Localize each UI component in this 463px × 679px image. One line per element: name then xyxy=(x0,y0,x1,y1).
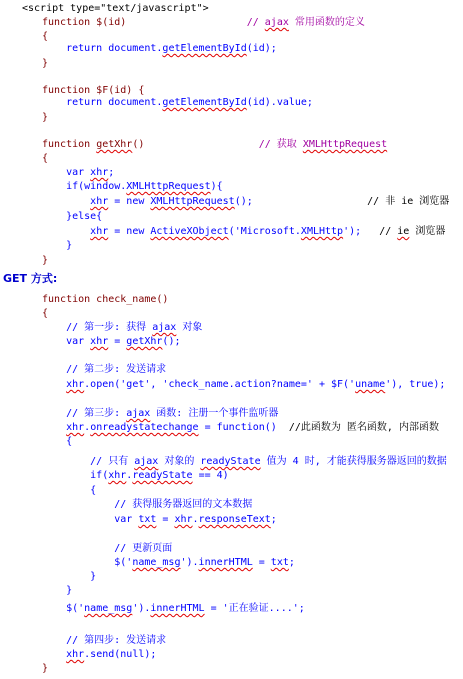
code-token: = xyxy=(252,557,271,568)
spellcheck-word: readyState xyxy=(132,470,193,481)
code-token xyxy=(42,196,90,207)
code-token: 对象的 xyxy=(158,456,201,467)
code-token: var xyxy=(42,336,91,347)
spellcheck-word: getElementById xyxy=(162,43,247,54)
code-token: 方式: xyxy=(27,272,58,285)
code-token: var xyxy=(42,167,91,178)
code-line xyxy=(42,226,445,238)
code-line xyxy=(42,97,313,109)
code-token: () xyxy=(132,139,145,150)
code-line xyxy=(42,322,202,334)
spellcheck-word: name_msg xyxy=(132,557,181,568)
spellcheck-word: xhr xyxy=(90,226,109,237)
code-token: return document. xyxy=(42,43,163,54)
code-line xyxy=(42,31,48,43)
code-line xyxy=(42,308,48,320)
code-token: . xyxy=(192,514,199,525)
code-token: // 获得服务器返回的文本数据 xyxy=(42,499,253,510)
code-token: = '正在验证....'; xyxy=(204,603,305,614)
spellcheck-word: xhr xyxy=(90,196,109,207)
code-token: 浏览器 xyxy=(409,226,446,237)
spellcheck-word: xhr xyxy=(90,336,109,347)
spellcheck-word: xhr xyxy=(66,649,85,660)
code-line xyxy=(42,43,277,55)
code-token: 函数: 注册一个事件监听器 xyxy=(150,408,279,419)
code-token: .open('get', 'check_name.action?name=' + $F(' xyxy=(84,379,356,390)
code-line xyxy=(42,499,252,511)
code-token: <script type="text/javascript"> xyxy=(22,3,209,14)
code-line xyxy=(42,514,277,526)
code-line xyxy=(42,603,305,615)
code-token: 值为 4 时, 才能获得服务器返回的数据 xyxy=(260,456,447,467)
code-token: '); xyxy=(343,226,362,237)
spellcheck-word: xhr xyxy=(66,379,85,390)
spellcheck-word: ajax xyxy=(152,322,177,333)
code-token: . xyxy=(126,470,133,481)
code-line xyxy=(42,167,114,179)
code-line xyxy=(42,649,156,661)
code-token: (id); xyxy=(246,43,277,54)
code-token: // 只有 xyxy=(42,456,135,467)
code-token: if( xyxy=(42,470,109,481)
code-token: } xyxy=(42,255,49,266)
code-token: .send(null); xyxy=(84,649,157,660)
code-line xyxy=(42,336,180,348)
code-token: $(' xyxy=(42,603,85,614)
code-token: ; xyxy=(108,167,115,178)
code-token: { xyxy=(42,31,49,42)
spellcheck-word: name_msg xyxy=(84,603,133,614)
code-line xyxy=(42,153,48,165)
code-line xyxy=(42,58,48,70)
code-token: } xyxy=(42,585,73,596)
code-token: } xyxy=(42,58,49,69)
code-line xyxy=(42,485,96,497)
code-token: ){ xyxy=(210,181,223,192)
code-token: (); xyxy=(162,336,181,347)
code-token: // 第四步: 发送请求 xyxy=(42,635,167,646)
code-token: { xyxy=(42,436,73,447)
spellcheck-word: ajax xyxy=(126,408,151,419)
code-token: 常用函数的定义 xyxy=(288,17,365,28)
code-token: // 非 ie 浏览器 xyxy=(252,196,450,207)
section-heading xyxy=(3,273,57,285)
spellcheck-word: txt xyxy=(270,557,289,568)
spellcheck-word: XMLHttp xyxy=(300,226,344,237)
code-token: var xyxy=(42,514,139,525)
code-token: //此函数为 匿名函数, 内部函数 xyxy=(288,422,439,433)
code-line xyxy=(42,436,72,448)
code-line xyxy=(42,294,168,306)
spellcheck-word: xhr xyxy=(90,167,109,178)
code-token: '). xyxy=(132,603,151,614)
code-line xyxy=(42,543,172,555)
code-token: GET xyxy=(3,272,28,285)
spellcheck-word: ajax xyxy=(134,456,159,467)
code-token: return document. xyxy=(42,97,163,108)
code-line xyxy=(42,139,387,151)
code-token: // xyxy=(361,226,398,237)
code-token: { xyxy=(42,153,49,164)
spellcheck-word: txt xyxy=(138,514,157,525)
code-token xyxy=(42,379,66,390)
code-token: = new xyxy=(108,196,151,207)
code-line xyxy=(42,255,48,267)
code-line xyxy=(42,85,144,97)
spellcheck-word: xhr xyxy=(66,422,85,433)
code-token: function $F(id) { xyxy=(42,85,145,96)
code-line xyxy=(42,408,278,420)
code-token: ; xyxy=(270,514,277,525)
code-token: // 第二步: 发送请求 xyxy=(42,364,167,375)
spellcheck-word: innerHTML xyxy=(150,603,205,614)
spellcheck-word: getXhr xyxy=(126,336,163,347)
spellcheck-word: getElementById xyxy=(162,97,247,108)
spellcheck-word: onreadystatechange xyxy=(90,422,199,433)
code-line xyxy=(42,17,365,29)
code-token: '). xyxy=(180,557,199,568)
spellcheck-word: getXhr xyxy=(96,139,133,150)
code-token: $(' xyxy=(42,557,133,568)
code-token: { xyxy=(42,485,97,496)
code-token xyxy=(42,422,66,433)
code-token: // 更新页面 xyxy=(42,543,173,554)
code-line xyxy=(42,379,445,391)
code-line xyxy=(42,557,295,569)
code-token: } xyxy=(42,571,97,582)
code-token: = xyxy=(156,514,175,525)
code-token xyxy=(42,226,90,237)
code-line xyxy=(42,196,449,208)
code-token: if(window. xyxy=(42,181,127,192)
spellcheck-word: innerHTML xyxy=(198,557,253,568)
code-token: } xyxy=(42,112,49,123)
code-token: } xyxy=(42,663,49,674)
code-line xyxy=(42,663,48,675)
code-token: function check_name() xyxy=(42,294,169,305)
code-token: = xyxy=(108,336,127,347)
code-token xyxy=(42,649,66,660)
code-token: function $(id) xyxy=(42,17,127,28)
code-line xyxy=(42,456,447,468)
spellcheck-word: ie xyxy=(397,226,410,237)
spellcheck-word: xhr xyxy=(174,514,193,525)
code-line xyxy=(42,364,166,376)
code-token: (); xyxy=(234,196,253,207)
code-line xyxy=(42,470,229,482)
code-token: == 4) xyxy=(192,470,229,481)
code-token: 对象 xyxy=(176,322,203,333)
code-token: }else{ xyxy=(42,211,103,222)
code-token: // 第三步: xyxy=(42,408,127,419)
code-token: { xyxy=(42,308,49,319)
code-line xyxy=(42,240,72,252)
code-token: (id).value; xyxy=(246,97,313,108)
code-token: } xyxy=(42,240,73,251)
spellcheck-word: XMLHttpRequest xyxy=(150,196,235,207)
code-token: = function() xyxy=(198,422,289,433)
spellcheck-word: xhr xyxy=(108,470,127,481)
spellcheck-word: XMLHttpRequest xyxy=(126,181,211,192)
spellcheck-word: XMLHttpRequest xyxy=(302,139,388,150)
spellcheck-word: readyState xyxy=(200,456,261,467)
code-token: ; xyxy=(288,557,295,568)
spellcheck-word: uname xyxy=(355,379,386,390)
code-token: function xyxy=(42,139,97,150)
code-token: = new xyxy=(108,226,151,237)
code-line xyxy=(42,571,96,583)
code-token: // 获取 xyxy=(144,139,303,150)
spellcheck-word: ActiveXObject xyxy=(150,226,229,237)
code-line xyxy=(42,422,439,434)
code-token: ('Microsoft. xyxy=(228,226,301,237)
code-line xyxy=(42,112,48,124)
code-line xyxy=(42,585,72,597)
code-line xyxy=(42,181,223,193)
code-token: // 第一步: 获得 xyxy=(42,322,153,333)
spellcheck-word: responseText xyxy=(198,514,271,525)
spellcheck-word: ajax xyxy=(264,17,289,28)
code-line xyxy=(22,3,209,15)
code-token: '), true); xyxy=(385,379,446,390)
code-line xyxy=(42,211,102,223)
code-line xyxy=(42,635,166,647)
code-token: // xyxy=(126,17,265,28)
code-token: . xyxy=(84,422,91,433)
